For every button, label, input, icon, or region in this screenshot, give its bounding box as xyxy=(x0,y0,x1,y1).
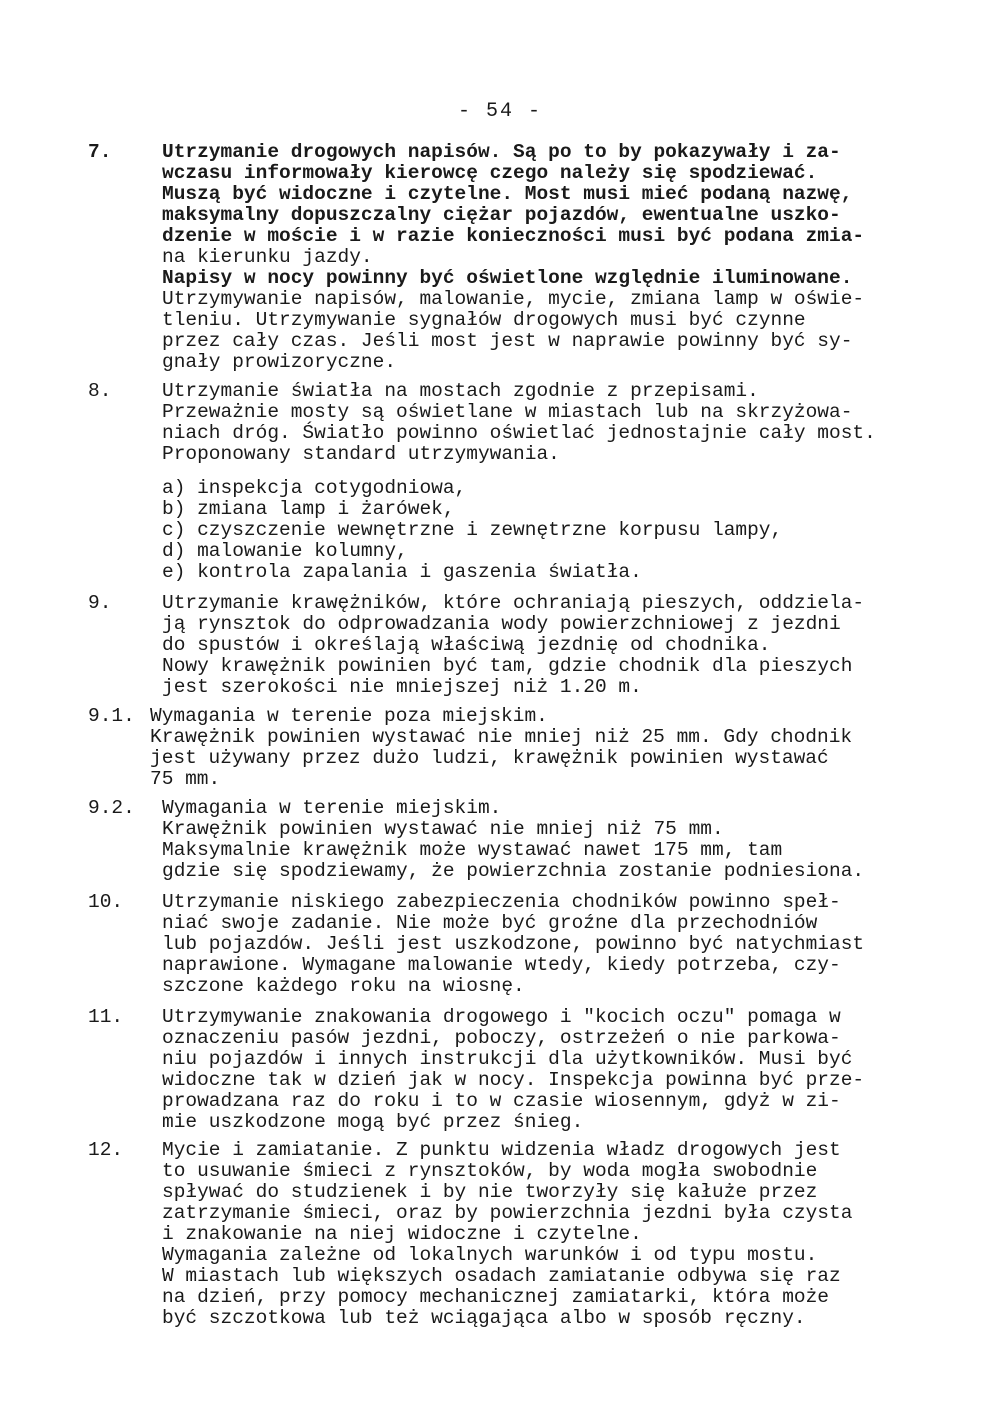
list-item: a) inspekcja cotygodniowa, xyxy=(162,477,467,499)
text-line: Krawężnik powinien wystawać nie mniej niż 25 mm. Gdy chodnik xyxy=(150,726,853,748)
text-line: naprawione. Wymagane malowanie wtedy, kiedy potrzeba, czy- xyxy=(162,954,841,976)
text-line: Nowy krawężnik powinien być tam, gdzie chodnik dla pieszych xyxy=(162,655,853,677)
text-line: prowadzana raz do roku i to w czasie wiosennym, gdyż w zi- xyxy=(162,1090,841,1112)
text-line: Utrzymywanie znakowania drogowego i "kocich oczu" pomaga w xyxy=(162,1006,841,1028)
text-line: 75 mm. xyxy=(150,768,221,790)
text-line: maksymalny dopuszczalny ciężar pojazdów, ewentualne uszko- xyxy=(162,204,841,226)
text-line: niać swoje zadanie. Nie może być groźne dla przechodniów xyxy=(162,912,818,934)
text-line: jest szerokości nie mniejszej niż 1.20 m. xyxy=(162,676,642,698)
text-line: gdzie się spodziewamy, że powierzchnia zostanie podniesiona. xyxy=(162,860,865,882)
text-line: Utrzymanie światła na mostach zgodnie z przepisami. xyxy=(162,380,759,402)
text-line: to usuwanie śmieci z rynsztoków, by woda mogła swobodnie xyxy=(162,1160,818,1182)
text-line: na dzień, przy pomocy mechanicznej zamiatarki, która może xyxy=(162,1286,830,1308)
text-line: na kierunku jazdy. xyxy=(162,246,373,268)
section-number: 9.1. xyxy=(88,705,135,727)
text-line: Utrzymanie drogowych napisów. Są po to by pokazywały i za- xyxy=(162,141,841,163)
text-line: Wymagania w terenie miejskim. xyxy=(162,797,502,819)
text-line: oznaczeniu pasów jezdni, poboczy, ostrzeżeń o nie parkowa- xyxy=(162,1027,841,1049)
list-item: c) czyszczenie wewnętrzne i zewnętrzne korpusu lampy, xyxy=(162,519,783,541)
text-line: niach dróg. Światło powinno oświetlać jednostajnie cały most. xyxy=(162,422,876,444)
text-line: Proponowany standard utrzymywania. xyxy=(162,443,560,465)
text-line: przez cały czas. Jeśli most jest w naprawie powinny być sy- xyxy=(162,330,853,352)
section-number: 8. xyxy=(88,380,112,402)
section-number: 9. xyxy=(88,592,112,614)
text-line: szczone każdego roku na wiosnę. xyxy=(162,975,525,997)
text-line: spływać do studzienek i by nie tworzyły się kałuże przez xyxy=(162,1181,818,1203)
text-line: Krawężnik powinien wystawać nie mniej niż 75 mm. xyxy=(162,818,724,840)
list-item: b) zmiana lamp i żarówek, xyxy=(162,498,455,520)
text-line: Napisy w nocy powinny być oświetlone względnie iluminowane. xyxy=(162,267,853,289)
text-line: jest używany przez dużo ludzi, krawężnik powinien wystawać xyxy=(150,747,829,769)
section-number: 12. xyxy=(88,1139,124,1161)
text-line: Maksymalnie krawężnik może wystawać nawet 175 mm, tam xyxy=(162,839,783,861)
text-line: ją rynsztok do odprowadzania wody powierzchniowej z jezdni xyxy=(162,613,841,635)
list-item: e) kontrola zapalania i gaszenia światła. xyxy=(162,561,642,583)
page-number: - 54 - xyxy=(457,100,542,123)
list-item: d) malowanie kolumny, xyxy=(162,540,408,562)
text-line: niu pojazdów i innych instrukcji dla użytkowników. Musi być xyxy=(162,1048,853,1070)
text-line: wczasu informowały kierowcę czego należy się spodziewać. xyxy=(162,162,818,184)
text-line: dzenie w moście i w razie konieczności musi być podana zmia- xyxy=(162,225,865,247)
text-line: gnały prowizoryczne. xyxy=(162,351,397,373)
section-number: 7. xyxy=(88,141,112,163)
section-number: 11. xyxy=(88,1006,124,1028)
text-line: być szczotkowa lub też wciągająca albo w sposób ręczny. xyxy=(162,1307,806,1329)
text-line: do spustów i określają właściwą jezdnię od chodnika. xyxy=(162,634,771,656)
text-line: Muszą być widoczne i czytelne. Most musi mieć podaną nazwę, xyxy=(162,183,853,205)
text-line: zatrzymanie śmieci, oraz by powierzchnia jezdni była czysta xyxy=(162,1202,853,1224)
text-line: Wymagania w terenie poza miejskim. xyxy=(150,705,548,727)
text-line: lub pojazdów. Jeśli jest uszkodzone, powinno być natychmiast xyxy=(162,933,865,955)
text-line: Utrzymywanie napisów, malowanie, mycie, zmiana lamp w oświe- xyxy=(162,288,865,310)
text-line: i znakowanie na niej widoczne i czytelne. xyxy=(162,1223,642,1245)
text-line: Przeważnie mosty są oświetlane w miastach lub na skrzyżowa- xyxy=(162,401,853,423)
section-number: 10. xyxy=(88,891,124,913)
section-number: 9.2. xyxy=(88,797,135,819)
text-line: Utrzymanie niskiego zabezpieczenia chodników powinno speł- xyxy=(162,891,841,913)
text-line: W miastach lub większych osadach zamiatanie odbywa się raz xyxy=(162,1265,841,1287)
text-line: Wymagania zależne od lokalnych warunków i od typu mostu. xyxy=(162,1244,818,1266)
text-line: mie uszkodzone mogą być przez śnieg. xyxy=(162,1111,584,1133)
text-line: widoczne tak w dzień jak w nocy. Inspekcja powinna być prze- xyxy=(162,1069,865,1091)
text-line: tleniu. Utrzymywanie sygnałów drogowych musi być czynne xyxy=(162,309,806,331)
text-line: Utrzymanie krawężników, które ochraniają pieszych, oddziela- xyxy=(162,592,865,614)
text-line: Mycie i zamiatanie. Z punktu widzenia władz drogowych jest xyxy=(162,1139,841,1161)
